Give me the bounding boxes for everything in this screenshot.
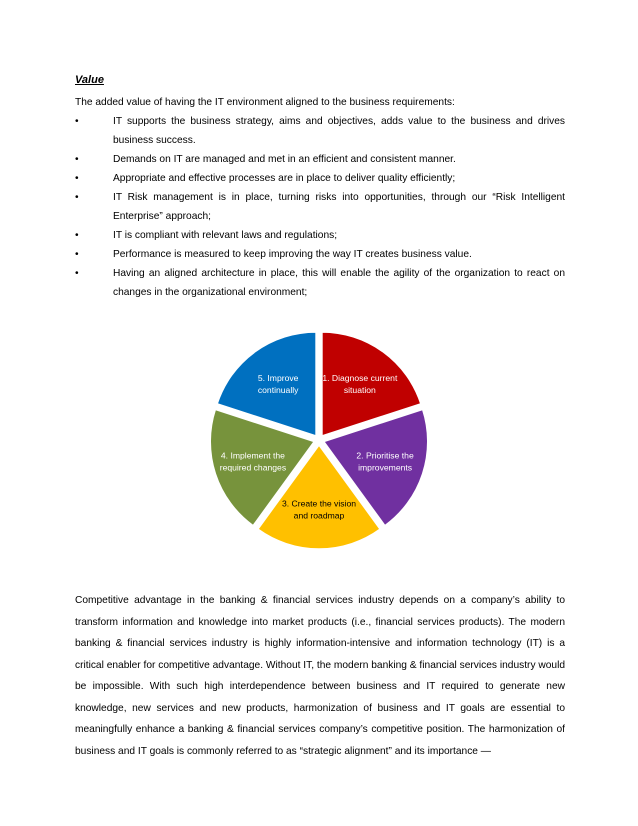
bullet-text: IT Risk management is in place, turning risks into opportunities, through our “Risk Intelligent Enterprise” approach;: [113, 192, 565, 222]
section-heading: Value: [75, 74, 104, 86]
bullet-text: Appropriate and effective processes are in place to deliver quality efficiently;: [113, 173, 456, 184]
bullet-text: Demands on IT are managed and met in an efficient and consistent manner.: [113, 154, 456, 165]
pie-label-line: situation: [343, 384, 376, 395]
pie-label-line: 4. Implement the: [220, 450, 285, 461]
bullet-text: Performance is measured to keep improving the way IT creates business value.: [113, 249, 472, 260]
bullet-marker: •: [75, 173, 79, 184]
list-item: [75, 169, 565, 188]
pie-label-line: improvements: [358, 462, 413, 473]
list-item: [75, 226, 565, 245]
list-item: [75, 188, 565, 226]
list-item: [75, 112, 565, 150]
bullet-marker: •: [75, 154, 79, 165]
bullet-marker: •: [75, 116, 79, 127]
body-paragraph: Competitive advantage in the banking & financial services industry depends on a company’s ability to transform information and knowledge into market products (i.e., financial services products). The modern banking & financial services industry is highly information-intensive and information technology (IT) is a critical enabler for competitive advantage. Without IT, the modern banking & financial services industry would be impossible. With such high interdependence between business and IT required to generate new knowledge, new services and new products, harmonization of business and IT goals are essential to meaningfully enhance a banking & financial services company’s competitive position. The harmonization of business and IT goals is commonly referred to as “strategic alignment” and its importance —: [75, 595, 565, 757]
pie-label-line: 1. Diagnose current: [322, 372, 398, 383]
pie-label-line: continually: [257, 384, 299, 395]
bullet-marker: •: [75, 230, 79, 241]
pie-label-line: 3. Create the vision: [281, 498, 357, 509]
intro-text: The added value of having the IT environment aligned to the business requirements:: [75, 97, 455, 108]
alignment-cycle-pie-chart: [180, 325, 460, 555]
bullet-text: IT is compliant with relevant laws and regulations;: [113, 230, 338, 241]
pie-label-line: and roadmap: [293, 510, 345, 521]
bullet-marker: •: [75, 192, 79, 203]
list-item: [75, 245, 565, 264]
value-bullet-list: [75, 112, 565, 302]
bullet-marker: •: [75, 249, 79, 260]
pie-label-line: required changes: [219, 462, 287, 473]
pie-label-line: 5. Improve: [257, 372, 299, 383]
list-item: [75, 264, 565, 302]
list-item: [75, 150, 565, 169]
pie-label-line: 2. Prioritise the: [356, 450, 414, 461]
bullet-text: IT supports the business strategy, aims and objectives, adds value to the business and drives business success.: [113, 116, 565, 146]
bullet-marker: •: [75, 268, 79, 279]
bullet-text: Having an aligned architecture in place, this will enable the agility of the organization to react on changes in the organizational environment;: [113, 268, 565, 298]
